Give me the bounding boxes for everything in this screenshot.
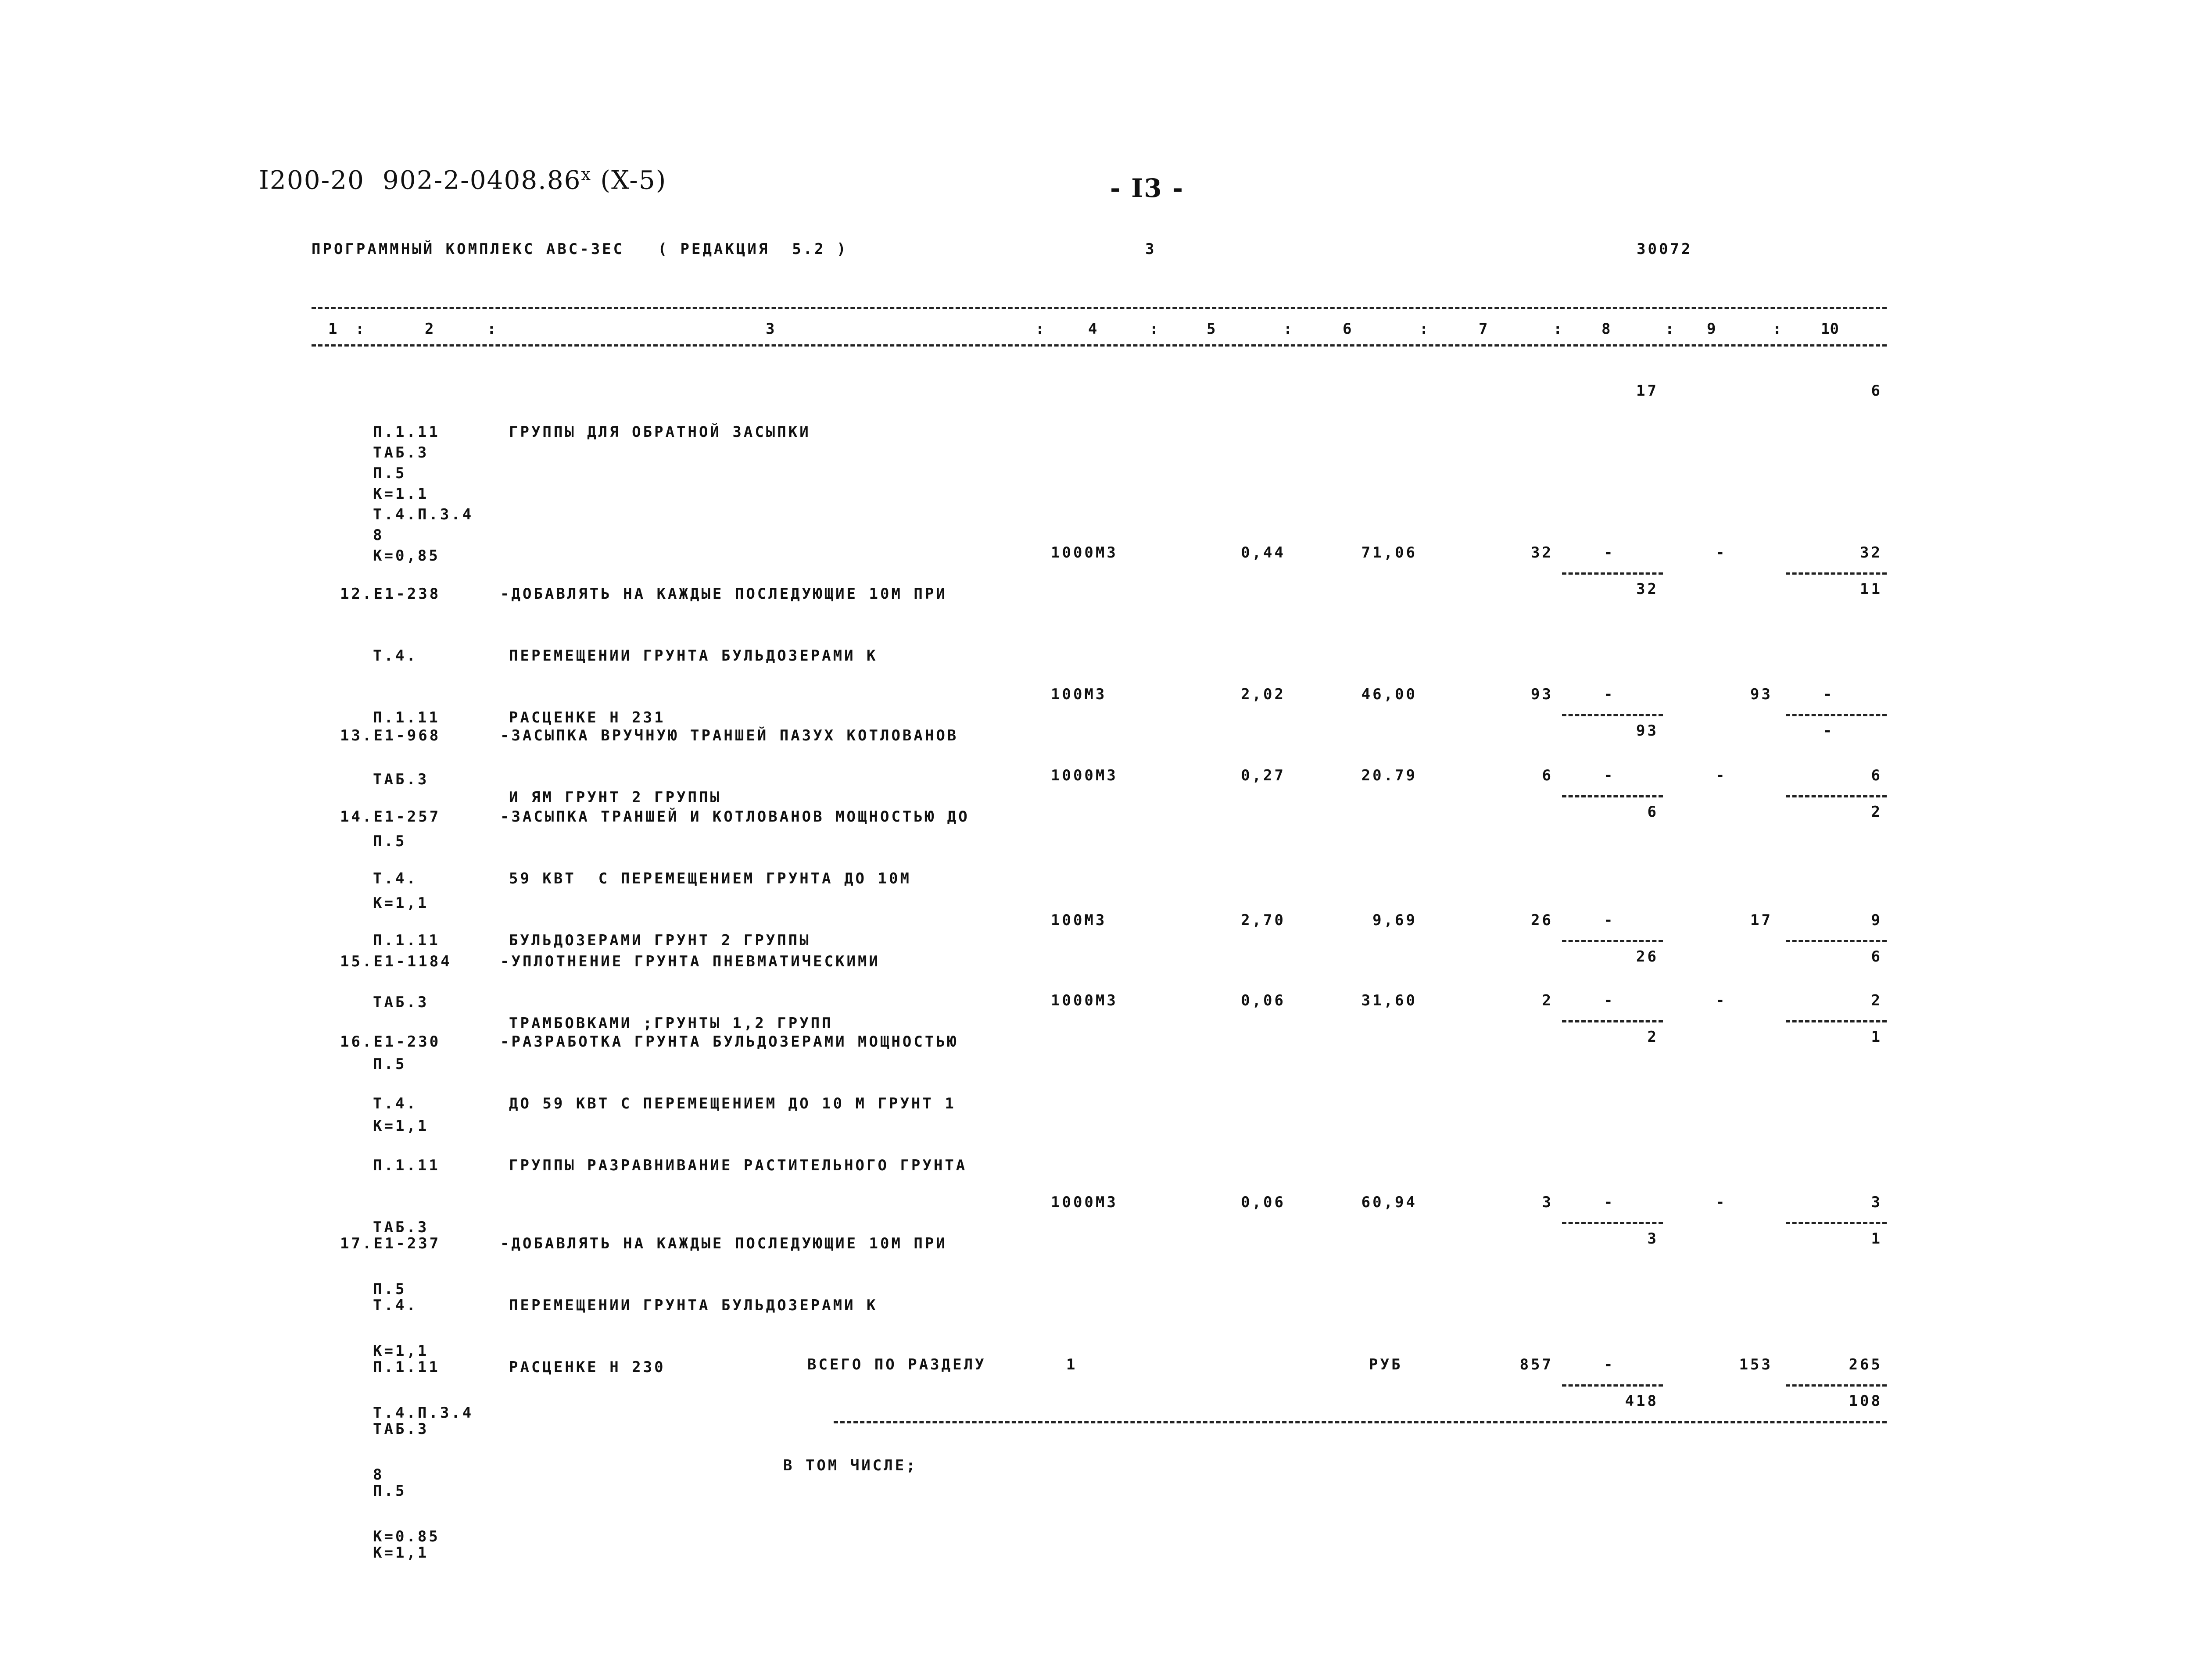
- cell-col8-top: -: [1604, 544, 1615, 561]
- cell-col10-top: 3: [1871, 1194, 1882, 1211]
- total-col9: 153: [1739, 1356, 1773, 1373]
- total-bottom-rule: [834, 1421, 1887, 1423]
- row-price: 46,00: [1361, 686, 1417, 703]
- cell-col7: 6: [1542, 767, 1553, 784]
- cell-col10-top: 9: [1871, 911, 1882, 929]
- cell-col8-bottom: 93: [1636, 722, 1659, 740]
- total-col7: 857: [1519, 1356, 1553, 1373]
- row-price: 60,94: [1361, 1194, 1417, 1211]
- fraction-line: [1562, 940, 1663, 942]
- total-currency: РУБ: [1369, 1356, 1403, 1373]
- cell-col10-top: 32: [1860, 544, 1882, 561]
- row-ref: П.1.11 ТАБ.3 П.5 К=1.1 Т.4.П.3.4 8 К=0,85: [373, 423, 474, 565]
- row-ref: 12.Е1-238 Т.4. П.1.11 ТАБ.3 П.5 К=1,1: [340, 585, 441, 912]
- fraction-line: [1786, 1222, 1887, 1224]
- total-col10-top: 265: [1849, 1356, 1882, 1373]
- row-ref: 15.Е1-1184: [340, 953, 452, 970]
- fraction-line: [1786, 795, 1887, 797]
- cell-col7: 93: [1531, 686, 1553, 703]
- row-unit: 1000М3: [1051, 767, 1118, 784]
- col-header-10: 10: [1821, 320, 1839, 338]
- fraction-line: [1786, 1020, 1887, 1022]
- row-description: -ЗАСЫПКА ВРУЧНУЮ ТРАНШЕЙ ПАЗУХ КОТЛОВАНОВ И ЯМ ГРУНТ 2 ГРУППЫ: [500, 727, 959, 806]
- fraction-line: [1562, 1222, 1663, 1224]
- row-price: 9,69: [1372, 911, 1417, 929]
- row-quantity: 0,06: [1241, 1194, 1286, 1211]
- including-label: В ТОМ ЧИСЛЕ;: [783, 1457, 917, 1474]
- col-header-2: 2: [425, 320, 434, 338]
- row-unit: 1000М3: [1051, 1194, 1118, 1211]
- row-price: 71,06: [1361, 544, 1417, 561]
- cell-col10-top: 6: [1871, 767, 1882, 784]
- col-header-5: 5: [1207, 320, 1216, 338]
- cell-col7: 2: [1542, 992, 1553, 1009]
- row-ref: 13.Е1-968: [340, 727, 441, 744]
- cell-col9: 93: [1750, 686, 1773, 703]
- col-header-3: 3: [766, 320, 775, 338]
- cell-col7: 26: [1531, 911, 1553, 929]
- cell-col8-bottom: 2: [1647, 1028, 1659, 1046]
- cell-col10-bottom: 1: [1871, 1028, 1882, 1046]
- fraction-line: [1786, 572, 1887, 575]
- row-price: 31,60: [1361, 992, 1417, 1009]
- row-unit: 1000М3: [1051, 992, 1118, 1009]
- cell-col8-top: -: [1604, 911, 1615, 929]
- total-col10-bottom: 108: [1849, 1392, 1882, 1410]
- row-quantity: 0,27: [1241, 767, 1286, 784]
- document-page: I200-20 902-2-0408.86$^x$ (X-5) - I3 - ПРОГРАММНЫЙ КОМПЛЕКС АВС-ЗЕС ( РЕДАКЦИЯ 5.2 ) 3 30072 1 : 2 : 3 : 4 : 5 : 6 : 7 : 8 : 9 : 10 П.1.11 ТАБ.3 П.5 К=1.1 Т.4.П.3.4 8 К=0,85 ГРУППЫ ДЛЯ ОБРАТНОЙ ЗАСЫПКИ 17 6 12.Е1-238 Т.4. П.1.11 ТАБ.3 П.5 К=1,1 -ДОБАВЛЯТЬ НА КАЖДЫЕ ПОСЛЕДУЮЩИЕ 10М ПРИ ПЕРЕМЕЩЕНИИ ГРУНТА БУЛЬДОЗЕРАМИ К РАСЦЕНКЕ Н 231 1000М3 0,44 71,06 32 - 32 - 32 11 13.Е1-968 -ЗАСЫПКА ВРУЧНУЮ ТРАНШЕЙ ПАЗУХ КОТЛОВАНОВ И ЯМ ГРУНТ 2 ГРУППЫ 100М3 2,02 46,00 93 - 93 93 - - 14.Е1-257 Т.4. П.1.11 ТАБ.3 П.5 К=1,1 -ЗАСЫПКА ТРАНШЕЙ И КОТЛОВАНОВ МОЩНОСТЬЮ ДО 59 КВТ С ПЕРЕМЕЩЕНИЕМ ГРУНТА ДО 10М БУЛЬДОЗЕРАМИ ГРУНТ 2 ГРУППЫ 1000М3 0,27 20.79 6 - 6 - 6 2 15.Е1-1184 -УПЛОТНЕНИЕ ГРУНТА ПНЕВМАТИЧЕСКИМИ ТРАМБОВКАМИ ;ГРУНТЫ 1,2 ГРУПП 100М3 2,70 9,69 26 - 26 17 9 6 16.Е1-230 Т.4. П.1.11 ТАБ.3 П.5 К=1,1 Т.4.П.3.4 8 К=0.85 -РАЗРАБОТКА ГРУНТА БУЛЬДОЗЕРАМИ МОЩНОСТЬЮ ДО 59 КВТ С ПЕРЕМЕЩЕНИЕМ ДО 10 М ГРУНТ 1 ГРУППЫ РАЗРАВНИВАНИЕ РАСТИТЕЛЬНОГО ГРУНТА 1000М3 0,06 31,60 2 - 2 - 2 1 17.Е1-237 Т.4. П.1.11 ТАБ.3 П.5 К=1,1 -ДОБАВЛЯТЬ НА КАЖДЫЕ ПОСЛЕДУЮЩИЕ 10М ПРИ ПЕРЕМЕЩЕНИИ ГРУНТА БУЛЬДОЗЕРАМИ К РАСЦЕНКЕ Н 230 1000М3 0,06 60,94 3 - 3 - 3 1 ВСЕГО ПО РАЗДЕЛУ 1 РУБ 857 - 418 153 265 108 В ТОМ ЧИСЛЕ;: [0, 0, 2189, 1680]
- cell-col8-top: -: [1604, 686, 1615, 703]
- fraction-line: [1562, 1020, 1663, 1022]
- total-col8-top: -: [1604, 1356, 1615, 1373]
- fraction-line: [1562, 572, 1663, 575]
- col-header-4: 4: [1088, 320, 1097, 338]
- cell-col8-bottom: 32: [1636, 580, 1659, 598]
- fraction-line: [1786, 1384, 1887, 1387]
- row-quantity: 0,44: [1241, 544, 1286, 561]
- cell-col9: -: [1716, 1194, 1727, 1211]
- cell-col9: -: [1716, 992, 1727, 1009]
- row-description: ГРУППЫ ДЛЯ ОБРАТНОЙ ЗАСЫПКИ: [509, 423, 811, 441]
- row-ref: 14.Е1-257 Т.4. П.1.11 ТАБ.3 П.5 К=1,1: [340, 808, 441, 1135]
- cell-col10-top: -: [1823, 686, 1834, 703]
- program-title: ПРОГРАММНЫЙ КОМПЛЕКС АВС-ЗЕС ( РЕДАКЦИЯ 5.2 ): [312, 240, 848, 258]
- col-header-6: 6: [1343, 320, 1352, 338]
- row-description: -ДОБАВЛЯТЬ НА КАЖДЫЕ ПОСЛЕДУЮЩИЕ 10М ПРИ ПЕРЕМЕЩЕНИИ ГРУНТА БУЛЬДОЗЕРАМИ К РАСЦЕНКЕ Н 231: [500, 585, 947, 726]
- row-quantity: 2,02: [1241, 686, 1286, 703]
- cell-col8-bottom: 26: [1636, 948, 1659, 965]
- cell-col10-bottom: 6: [1871, 382, 1882, 400]
- row-description: -РАЗРАБОТКА ГРУНТА БУЛЬДОЗЕРАМИ МОЩНОСТЬЮ ДО 59 КВТ С ПЕРЕМЕЩЕНИЕМ ДО 10 М ГРУНТ 1 ГРУППЫ РАЗРАВНИВАНИЕ РАСТИТЕЛЬНОГО ГРУНТА: [500, 1033, 967, 1174]
- fraction-line: [1786, 714, 1887, 716]
- cell-col10-bottom: 2: [1871, 803, 1882, 821]
- cell-col10-bottom: 6: [1871, 948, 1882, 965]
- program-code: 30072: [1637, 240, 1693, 258]
- row-quantity: 2,70: [1241, 911, 1286, 929]
- page-number: - I3 -: [1110, 173, 1184, 203]
- row-unit: 1000М3: [1051, 544, 1118, 561]
- row-ref: 16.Е1-230 Т.4. П.1.11 ТАБ.3 П.5 К=1,1 Т.4.П.3.4 8 К=0.85: [340, 1033, 474, 1545]
- cell-col10-bottom: 1: [1871, 1230, 1882, 1247]
- cell-col10-top: 2: [1871, 992, 1882, 1009]
- header-top-rule: [312, 307, 1887, 309]
- row-quantity: 0,06: [1241, 992, 1286, 1009]
- row-ref: 17.Е1-237 Т.4. П.1.11 ТАБ.3 П.5 К=1,1: [340, 1235, 441, 1562]
- col-header-9: 9: [1707, 320, 1716, 338]
- col-header-7: 7: [1479, 320, 1488, 338]
- cell-col10-bottom: 11: [1860, 580, 1882, 598]
- fraction-line: [1562, 714, 1663, 716]
- cell-col7: 32: [1531, 544, 1553, 561]
- row-unit: 100М3: [1051, 686, 1107, 703]
- sheet-number: 3: [1145, 240, 1157, 258]
- fraction-line: [1562, 795, 1663, 797]
- total-col8-bottom: 418: [1625, 1392, 1659, 1410]
- row-description: -УПЛОТНЕНИЕ ГРУНТА ПНЕВМАТИЧЕСКИМИ ТРАМБОВКАМИ ;ГРУНТЫ 1,2 ГРУПП: [500, 953, 880, 1032]
- cell-col10-bottom: -: [1823, 722, 1834, 740]
- cell-col9: -: [1716, 544, 1727, 561]
- row-description: -ЗАСЫПКА ТРАНШЕЙ И КОТЛОВАНОВ МОЩНОСТЬЮ ДО 59 КВТ С ПЕРЕМЕЩЕНИЕМ ГРУНТА ДО 10М БУЛЬДОЗЕРАМИ ГРУНТ 2 ГРУППЫ: [500, 808, 970, 949]
- total-label: ВСЕГО ПО РАЗДЕЛУ: [807, 1356, 986, 1373]
- cell-col8-bottom: 6: [1647, 803, 1659, 821]
- row-unit: 100М3: [1051, 911, 1107, 929]
- fraction-line: [1786, 940, 1887, 942]
- cell-col9: 17: [1750, 911, 1773, 929]
- cell-col8-bottom: 17: [1636, 382, 1659, 400]
- col-header-8: 8: [1601, 320, 1611, 338]
- cell-col8-top: -: [1604, 992, 1615, 1009]
- row-description: -ДОБАВЛЯТЬ НА КАЖДЫЕ ПОСЛЕДУЮЩИЕ 10М ПРИ ПЕРЕМЕЩЕНИИ ГРУНТА БУЛЬДОЗЕРАМИ К РАСЦЕНКЕ Н 230: [500, 1235, 947, 1376]
- total-section: 1: [1066, 1356, 1078, 1373]
- col-header-1: 1: [328, 320, 337, 338]
- document-code: I200-20 902-2-0408.86$^x$ (X-5): [259, 164, 667, 195]
- cell-col7: 3: [1542, 1194, 1553, 1211]
- cell-col9: -: [1716, 767, 1727, 784]
- fraction-line: [1562, 1384, 1663, 1387]
- cell-col8-bottom: 3: [1647, 1230, 1659, 1247]
- header-bottom-rule: [312, 344, 1887, 347]
- cell-col8-top: -: [1604, 1194, 1615, 1211]
- cell-col8-top: -: [1604, 767, 1615, 784]
- row-price: 20.79: [1361, 767, 1417, 784]
